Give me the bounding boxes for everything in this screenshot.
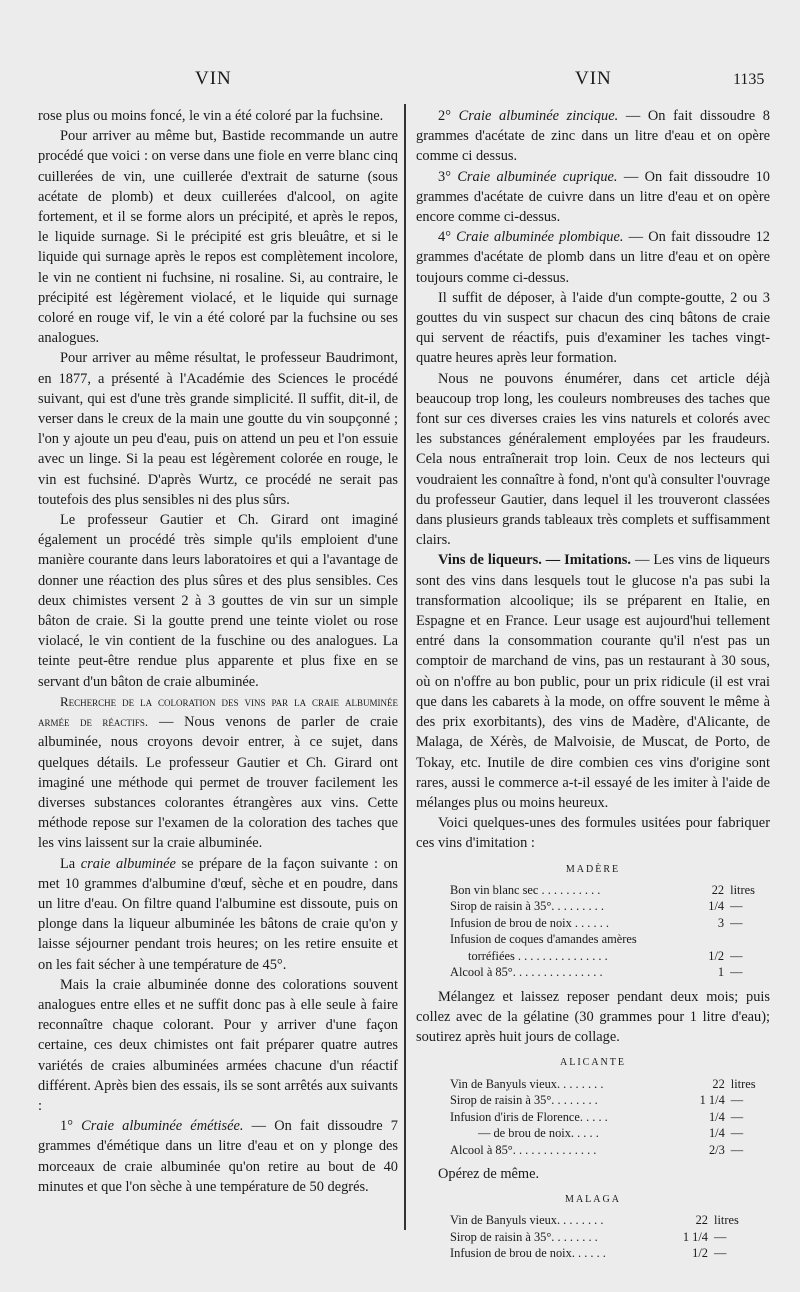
emphasis: Craie albuminée émétisée. bbox=[81, 1118, 244, 1135]
recipe-title: ALICANTE bbox=[560, 1057, 626, 1069]
numbered-paragraph: 4° Craie albuminée plombique. — On fait dissoudre 12 grammes d'acétate de plomb dans un litre d'eau et on opère toujours comme ci-dessus. bbox=[416, 229, 770, 286]
paragraph: Mais la craie albuminée donne des colorations souvent analogues entre elles et ne suffit donc pas à elle seule à faire reconnaître chaque colorant. Pour y arriver d'une façon certaine, ces deux chimistes ont fait préparer quatre autres variétés de craies albuminées armées chacune d'un réactif différent. Après bien des essais, ils se sont arrêtés aux suivants : bbox=[38, 976, 398, 1114]
numbered-paragraph: 2° Craie albuminée zincique. — On fait dissoudre 8 grammes d'acétate de zinc dans un litre d'eau et on opère comme ci dessus. bbox=[416, 108, 770, 165]
emphasis: Craie albuminée plombique. bbox=[456, 229, 624, 246]
recipe-row: Bon vin blanc sec . . . . . . . . . . 22 litres bbox=[450, 882, 755, 897]
recipe-row: Vin de Banyuls vieux. . . . . . . . 22 litres bbox=[450, 1213, 739, 1228]
recipe-row: Infusion de coques d'amandes amères bbox=[450, 932, 637, 947]
header-right-title: VIN bbox=[575, 68, 612, 89]
emphasis: Craie albuminée zincique. bbox=[458, 108, 619, 124]
numbered-paragraph: 1° Craie albuminée émétisée. — On fait dissoudre 7 grammes d'émétique dans un litre d'eau et on y plonge des morceaux de craie albuminée qu'on retire au bout de 40 minutes et que l'on sèche à une température de 50 degrés. bbox=[38, 1118, 398, 1195]
section-paragraph: Vins de liqueurs. — Imitations. — Les vins de liqueurs sont des vins dans lesquels tout le glucose n'a pas subi la transformation alcoolique; ils se préparent en Italie, en Espagne et en France. Leur usage est aujourd'hui tellement entré dans la consommation courante qu'il n'est pas un comptoir de marchand de vins, pas un restaurant à 30 sous, où on n'offre au bon public, pour un prix ridicule (il est vrai que dans les cabarets à la mode, on offre souvent le même à des prix exorbitants), des vins de Madère, d'Alicante, de Malaga, de Xérès, de Malvoisie, de Muscat, de Porto, de Tokay, etc. Inutile de dire combien ces vins d'origine sont rares, aussi le commerce a-t-il essayé de les imiter à l'aide de mélanges plus ou moins heureux. bbox=[416, 552, 771, 811]
recipe-row: Infusion de brou de noix . . . . . . 3 — bbox=[450, 915, 743, 930]
recipe-row: Alcool à 85°. . . . . . . . . . . . . . . 1 — bbox=[450, 965, 743, 980]
recipe-row: Vin de Banyuls vieux. . . . . . . . 22 litres bbox=[450, 1076, 756, 1091]
paragraph: Mélangez et laissez reposer pendant deux mois; puis collez avec de la gélatine (30 grammes pour 1 litre d'eau); soutirez après huit jours de collage. bbox=[416, 988, 770, 1046]
column-divider bbox=[404, 104, 406, 1230]
numbered-paragraph: 3° Craie albuminée cuprique. — On fait dissoudre 10 grammes d'acétate de cuivre dans un litre d'eau et on opère encore comme ci-dessus. bbox=[416, 168, 770, 226]
header-left-title: VIN bbox=[195, 68, 232, 89]
paragraph: Nous ne pouvons énumérer, dans cet article déjà beaucoup trop long, les couleurs nombreuses des taches que font sur ces diverses craies les vins naturels et colorés avec les substances généralement employées par les fraudeurs. Cela nous entraînerait trop loin. Ceux de nos lecteurs qui voudraient les connaître à fond, n'ont qu'à consulter l'ouvrage du professeur Gautier, dans lequel il les trouveront classées dans plusieurs grands tableaux très complets et suffisamment clairs. bbox=[416, 370, 770, 549]
running-header bbox=[0, 68, 800, 92]
paragraph: La craie albuminée se prépare de la façon suivante : on met 10 grammes d'albumine d'œuf, sèche et en poudre, dans un litre d'eau. On filtre quand l'albumine est dissoute, puis on plonge dans la liqueur albuminée les bâtons de craie qu'on y laisse séjourner pendant trois heures; on les retire ensuite et on les fait sécher à une température de 45°. bbox=[38, 855, 398, 973]
paragraph: Pour arriver au même résultat, le professeur Baudrimont, en 1877, a présenté à l'Académie des Sciences le procédé suivant, qui est d'une très grande simplicité. Il suffit, dit-il, de verser dans le creux de la main une goutte du vin soupçonné ; l'on y ajoute un peu d'eau, puis on attend un peu et l'on essuie avec un linge. Si la peau est légèrement colorée en rouge, le vin est fuchsiné. D'après Wurtz, ce procédé ne serait pas toutefois des plus sensibles ni des plus sûrs. bbox=[38, 350, 398, 508]
recipe-row: Sirop de raisin à 35°. . . . . . . . . 1/4 — bbox=[450, 899, 743, 914]
emphasis: craie albuminée bbox=[80, 855, 176, 872]
recipe-table-alicante bbox=[450, 1076, 770, 1159]
recipe-row: Infusion d'iris de Florence. . . . . 1/4 — bbox=[450, 1109, 744, 1124]
section-heading: Vins de liqueurs. — Imitations. bbox=[438, 552, 631, 569]
left-column bbox=[38, 106, 398, 1197]
recipe-row: Sirop de raisin à 35°. . . . . . . . 1 1/4 — bbox=[450, 1093, 744, 1108]
paragraph: rose plus ou moins foncé, le vin a été coloré par la fuchsine. bbox=[38, 108, 384, 124]
emphasis: Craie albuminée cuprique. bbox=[457, 168, 618, 185]
section-paragraph: Recherche de la coloration des vins par la craie albuminée armée de réactifs. — Nous venons de parler de craie albuminée, nous croyons devoir entrer, à ce sujet, dans quelques détails. Le professeur Gautier et Ch. Girard ont imaginé une méthode qui permet de trouver facilement les diverses substances colorantes étrangères aux vins. Cette méthode repose sur l'examen de la coloration des taches que les vins laissent sur la craie albuminée. bbox=[38, 693, 398, 852]
recipe-title: MADÈRE bbox=[565, 863, 621, 875]
right-column bbox=[416, 106, 770, 1268]
recipe-row: torréfiées . . . . . . . . . . . . . . . 1/2 — bbox=[468, 948, 743, 963]
recipe-title: MALAGA bbox=[565, 1194, 621, 1206]
paragraph: Voici quelques-unes des formules usitées pour fabriquer ces vins d'imitation : bbox=[416, 815, 770, 852]
recipe-table-malaga bbox=[450, 1212, 754, 1262]
recipe-table-madere bbox=[450, 882, 770, 981]
paragraph: Opérez de même. bbox=[438, 1166, 540, 1183]
recipe-row: Alcool à 85°. . . . . . . . . . . . . . 2/3 — bbox=[450, 1142, 744, 1157]
paragraph: Pour arriver au même but, Bastide recommande un autre procédé que voici : on verse dans une fiole en verre blanc cinq cuillerées de vin, une cuillerée d'extrait de saturne (sous acétate de plomb) et deux cuillerées d'alcool, on agite fortement, et il se forme alors un précipité, et après le repos, le liquide surnage. Si le précipité est gris bleuâtre, et si le liquide qui surnage après le repos est complètement incolore, le vin ne contient ni fuchsine, ni rosaline. Si, au contraire, le précipité est légèrement violacé, et le liquide qui surnage coloré en rouge vif, le vin a été coloré par la fuchsine ou ses analogues. bbox=[38, 128, 398, 347]
section-heading: Recherche de la coloration des vins par la craie albuminée armée de réactifs. bbox=[38, 693, 398, 730]
paragraph: Il suffit de déposer, à l'aide d'un compte-goutte, 2 ou 3 gouttes du vin suspect sur chacun des cinq bâtons de craie qui servent de réactifs, puis d'examiner les taches vingt-quatre heures après leur formation. bbox=[416, 289, 770, 367]
recipe-row: Sirop de raisin à 35°. . . . . . . . 1 1/4 — bbox=[450, 1229, 727, 1244]
paragraph: Le professeur Gautier et Ch. Girard ont imaginé également un procédé très simple qu'ils emploient d'une manière courante dans leurs laboratoires et qui a l'avantage de donner une réaction des plus sûres et des plus sensibles. Ces deux chimistes versent 2 à 3 gouttes de vin sur un simple bâton de craie. Si la goutte prend une teinte violet ou rose violacé, le vin contient de la fuschine ou des analogues. La teinte peut-être rendue plus apparente et plus fixe en se servant d'un bâton de craie albuminée. bbox=[38, 512, 398, 690]
page-number: 1135 bbox=[733, 71, 765, 88]
recipe-row: — de brou de noix. . . . . 1/4 — bbox=[478, 1126, 744, 1141]
recipe-row: Infusion de brou de noix. . . . . . 1/2 — bbox=[450, 1246, 727, 1261]
